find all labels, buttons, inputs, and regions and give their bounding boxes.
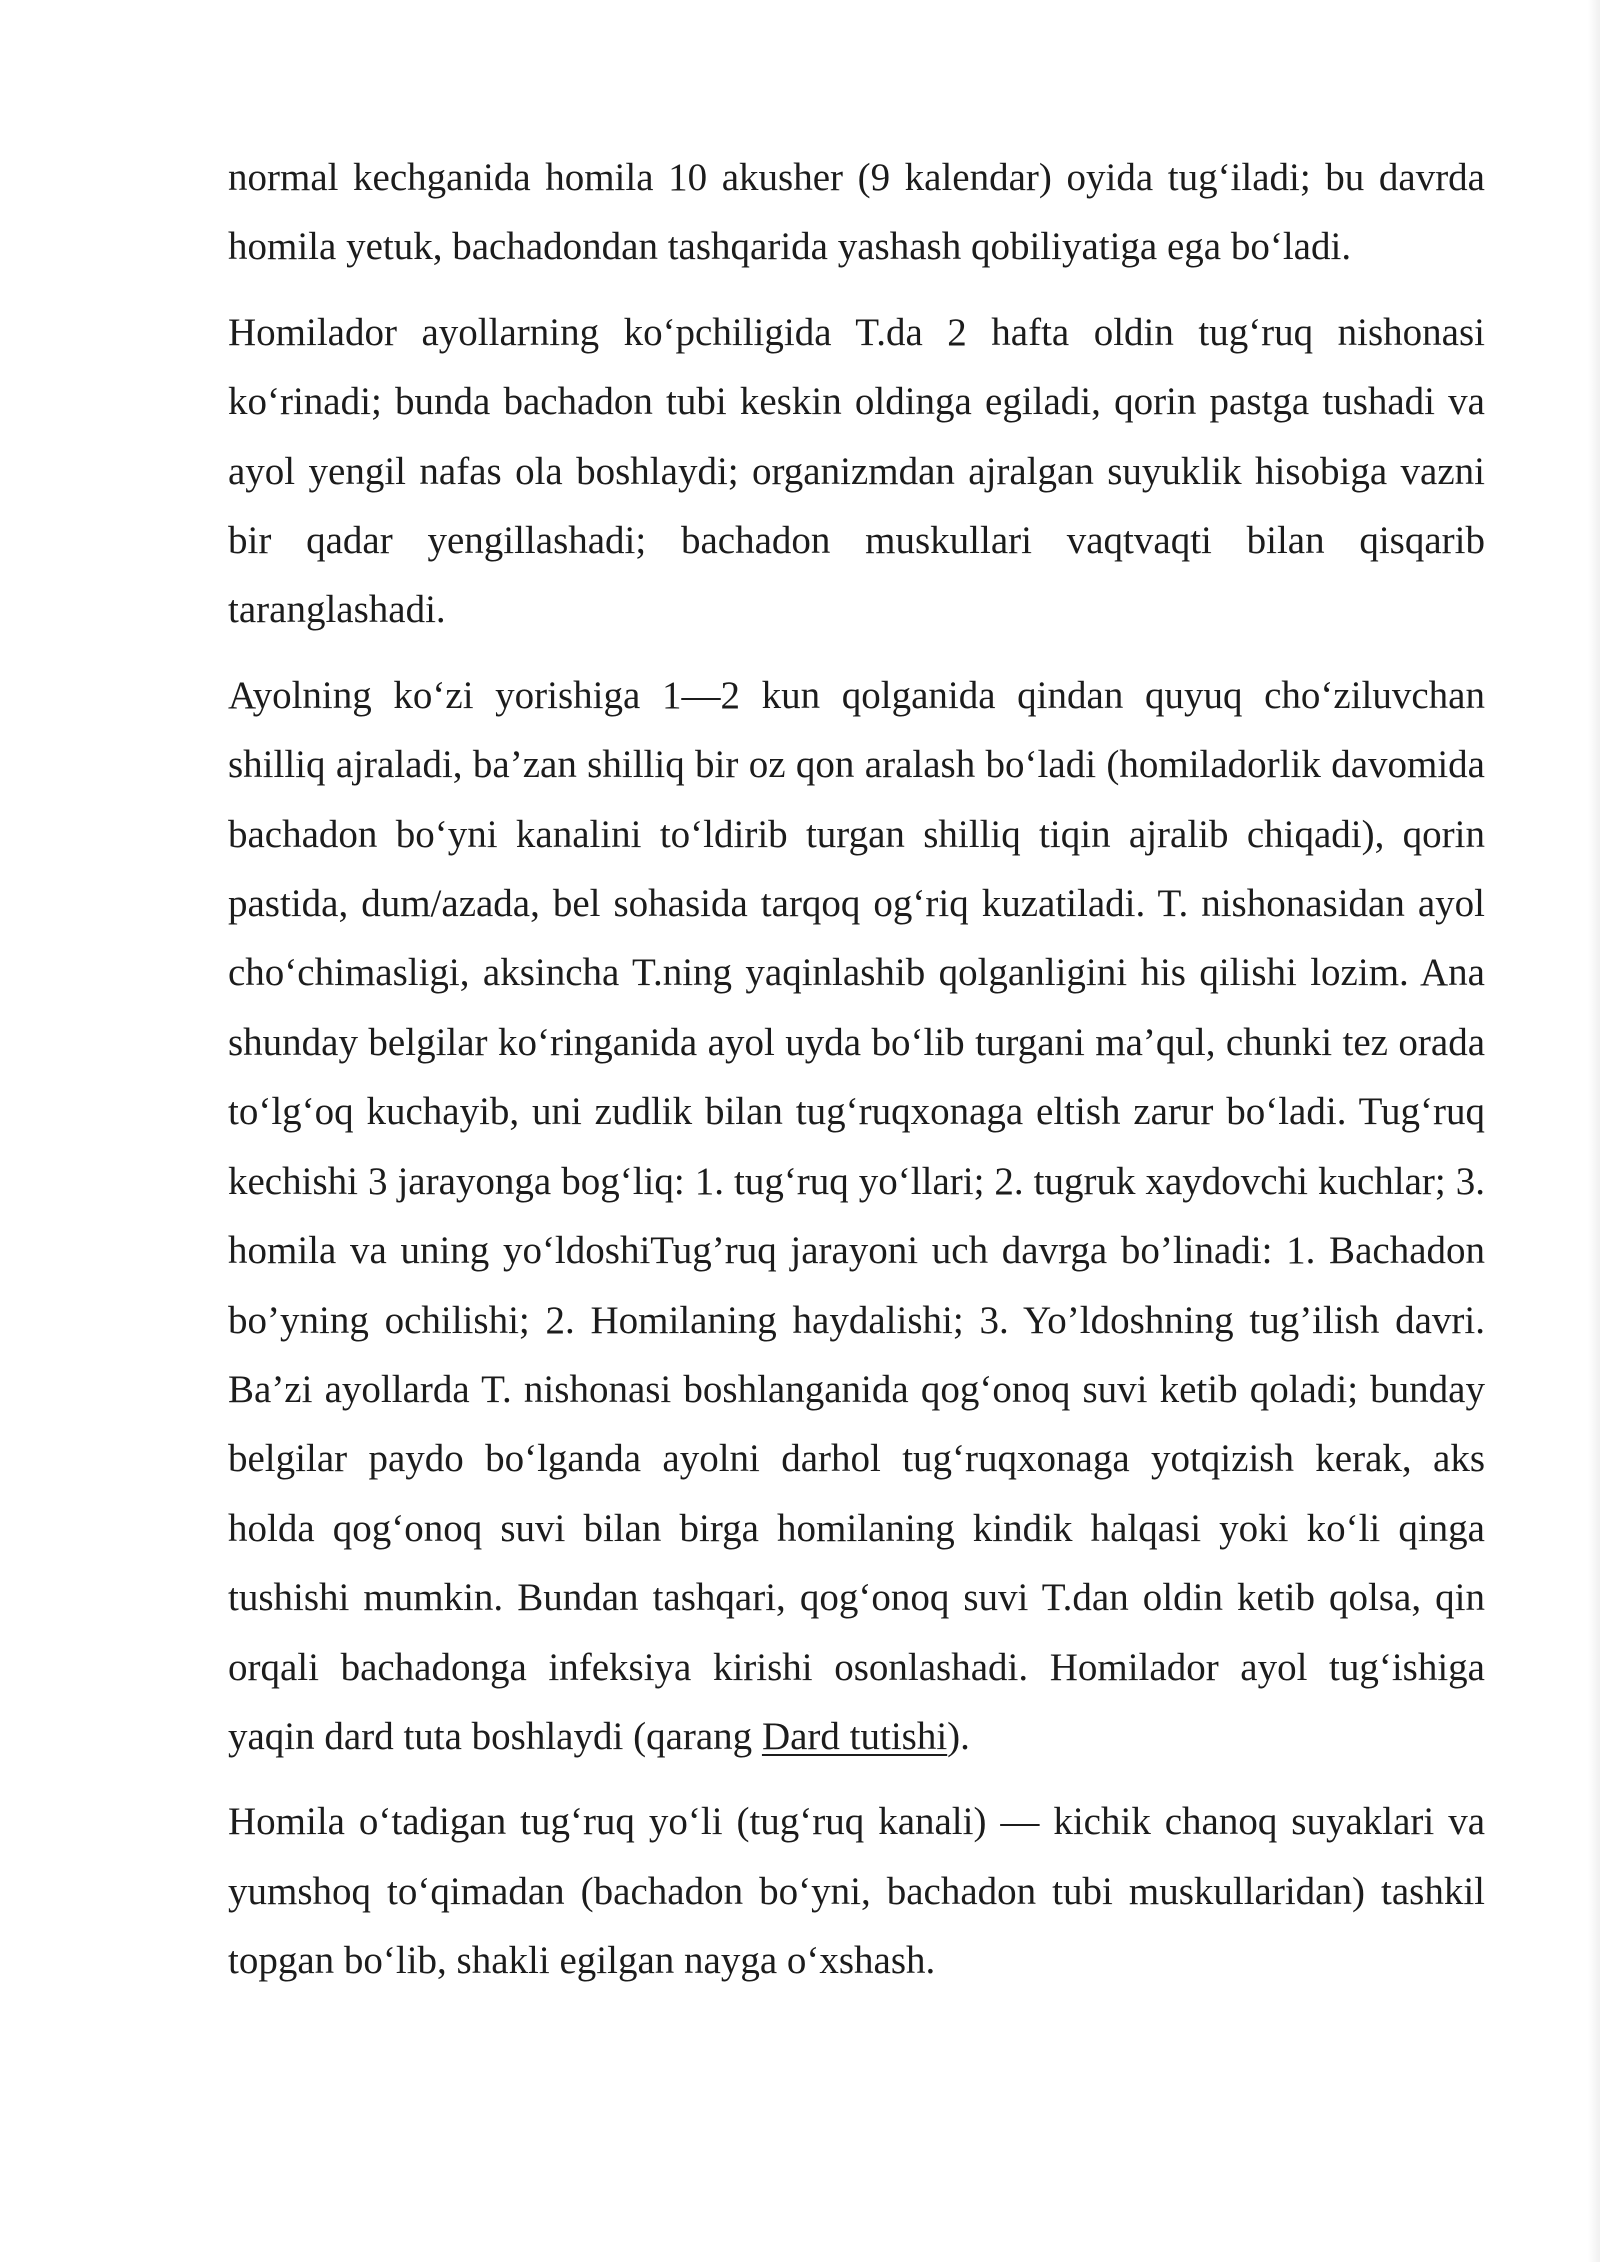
dard-tutishi-link[interactable]: Dard tutishi bbox=[761, 1714, 948, 1758]
paragraph-3-text-end: ). bbox=[947, 1714, 970, 1758]
paragraph-2: Homilador ayollarning ko‘pchiligida T.da 2 hafta oldin tug‘ruq nishonasi ko‘rinadi; bunda bachadon tubi keskin oldinga egiladi, qorin pastga tushadi va ayol yengil nafas ola boshlaydi; organizmdan ajralgan suyuklik hisobiga vazni bir qadar yengillashadi; bachadon muskullari vaqtvaqti bilan qisqarib taranglashadi. bbox=[228, 310, 1485, 632]
body-text bbox=[228, 143, 1485, 2012]
paragraph-4: Homila o‘tadigan tug‘ruq yo‘li (tug‘ruq kanali) — kichik chanoq suyaklari va yumshoq to‘qimadan (bachadon bo‘yni, bachadon tubi muskullaridan) tashkil topgan bo‘lib, shakli egilgan nayga o‘xshash. bbox=[228, 1800, 1485, 1983]
page-edge-shadow bbox=[1588, 0, 1600, 2262]
paragraph-3-text: Ayolning ko‘zi yorishiga 1—2 kun qolganida qindan quyuq cho‘ziluvchan shilliq ajraladi, ba’zan shilliq bir oz qon aralash bo‘ladi (homiladorlik davomida bachadon bo‘yni kanalini to‘ldirib turgan shilliq tiqin ajralib chiqadi), qorin pastida, dum/azada, bel sohasida tarqoq og‘riq kuzatiladi. T. nishonasidan ayol cho‘chimasligi, aksincha T.ning yaqinlashib qolganligini his qilishi lozim. Ana shunday belgilar ko‘ringanida ayol uyda bo‘lib turgani ma’qul, chunki tez orada to‘lg‘oq kuchayib, uni zudlik bilan tug‘ruqxonaga eltish zarur bo‘ladi. Tug‘ruq kechishi 3 jarayonga bog‘liq: 1. tug‘ruq yo‘llari; 2. tugruk xaydovchi kuchlar; 3. homila va uning yo‘ldoshiTug’ruq jarayoni uch davrga bo’linadi: 1. Bachadon bo’yning ochilishi; 2. Homilaning haydalishi; 3. Yo’ldoshning tug’ilish davri. Ba’zi ayollarda T. nishonasi boshlanganida qog‘onoq suvi ketib qoladi; bunday belgilar paydo bo‘lganda ayolni darhol tug‘ruqxonaga yotqizish kerak, aks holda qog‘onoq suvi bilan birga homilaning kindik halqasi yoki ko‘li qinga tushishi mumkin. Bundan tashqari, qog‘onoq suvi T.dan oldin ketib qolsa, qin orqali bachadonga infeksiya kirishi osonlashadi. Homilador ayol tug‘ishiga yaqin dard tuta boshlaydi (qarang bbox=[228, 673, 1485, 1758]
paragraph-3 bbox=[228, 661, 1485, 1772]
paragraph-1: normal kechganida homila 10 akusher (9 kalendar) oyida tug‘iladi; bu davrda homila yetuk, bachadondan tashqarida yashash qobiliyatiga ega bo‘ladi. bbox=[228, 156, 1485, 269]
